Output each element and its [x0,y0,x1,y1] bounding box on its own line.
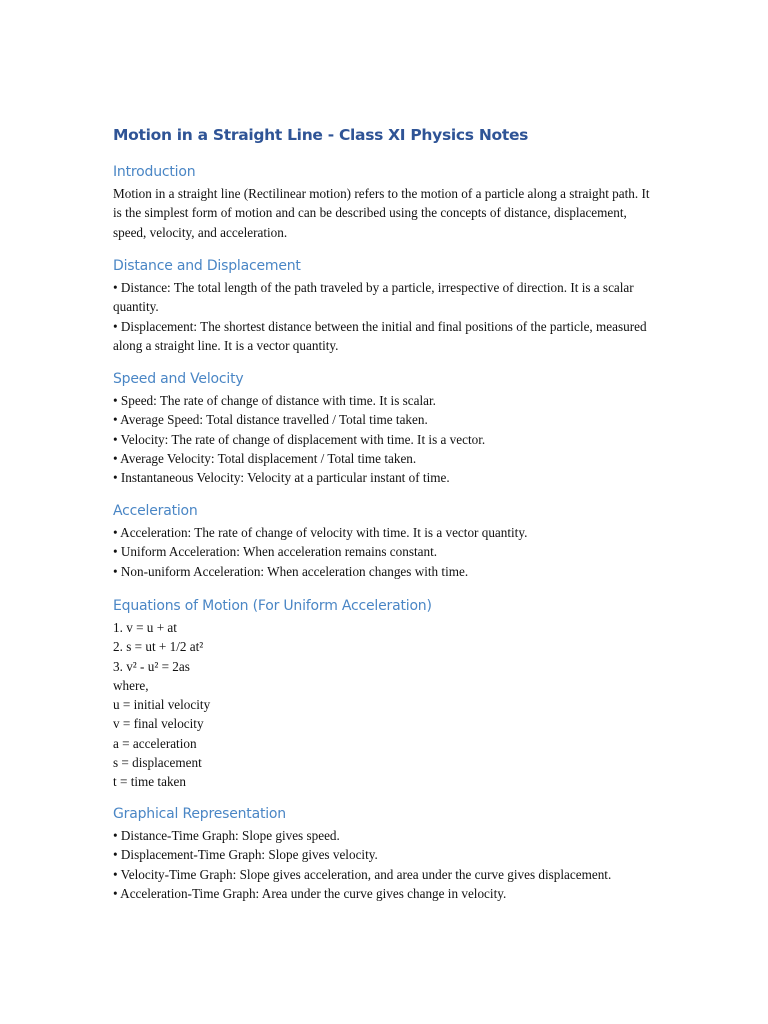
list-item: • Instantaneous Velocity: Velocity at a particular instant of time. [113,470,450,486]
equation-line: 3. v² - u² = 2as [113,658,190,674]
list-item: • Velocity-Time Graph: Slope gives acceleration, and area under the curve gives displacement. [113,866,612,882]
section-heading-graphical: Graphical Representation [113,806,286,822]
list-item: • Velocity: The rate of change of displacement with time. It is a vector. [113,431,486,447]
list-item: • Distance-Time Graph: Slope gives speed. [113,828,340,843]
section-speed-velocity [113,369,658,487]
list-item: • Distance: The total length of the path traveled by a particle, irrespective of direction. It is a scalar quantity. [113,280,634,315]
list-item: • Uniform Acceleration: When acceleration remains constant. [113,544,438,560]
equation-line: s = displacement [113,755,202,771]
equation-line: v = final velocity [113,716,204,732]
section-distance-displacement [113,256,658,355]
list-item: • Displacement: The shortest distance between the initial and final positions of the particle, measured along a straight line. It is a vector quantity. [113,318,647,353]
equation-line: t = time taken [113,774,186,790]
section-heading-speed-velocity: Speed and Velocity [113,371,244,387]
list-item: • Speed: The rate of change of distance with time. It is scalar. [113,393,436,408]
list-item: • Acceleration-Time Graph: Area under the curve gives change in velocity. [113,885,507,901]
equation-line: u = initial velocity [113,697,211,713]
equation-line: a = acceleration [113,735,197,751]
section-acceleration [113,501,658,581]
section-heading-introduction: Introduction [113,164,196,180]
section-equations-of-motion [113,596,658,792]
equation-line: 2. s = ut + 1/2 at² [113,639,204,655]
list-item: • Acceleration: The rate of change of velocity with time. It is a vector quantity. [113,525,528,540]
list-item: • Displacement-Time Graph: Slope gives velocity. [113,847,378,863]
list-item: • Average Speed: Total distance travelled / Total time taken. [113,412,428,428]
introduction-paragraph: Motion in a straight line (Rectilinear motion) refers to the motion of a particle along a straight path. It is the simplest form of motion and can be described using the concepts of distance, displacement, speed, velocity, and acceleration. [113,186,650,240]
section-heading-equations: Equations of Motion (For Uniform Acceleration) [113,598,432,614]
equation-line: 1. v = u + at [113,620,177,635]
list-item: • Non-uniform Acceleration: When acceleration changes with time. [113,563,469,579]
list-item: • Average Velocity: Total displacement / Total time taken. [113,450,417,466]
section-graphical-representation [113,804,658,903]
section-heading-distance-displacement: Distance and Displacement [113,258,301,274]
equation-line: where, [113,677,149,693]
section-introduction [113,162,658,242]
section-heading-acceleration: Acceleration [113,503,198,519]
page-title: Motion in a Straight Line - Class XI Physics Notes [113,126,529,144]
